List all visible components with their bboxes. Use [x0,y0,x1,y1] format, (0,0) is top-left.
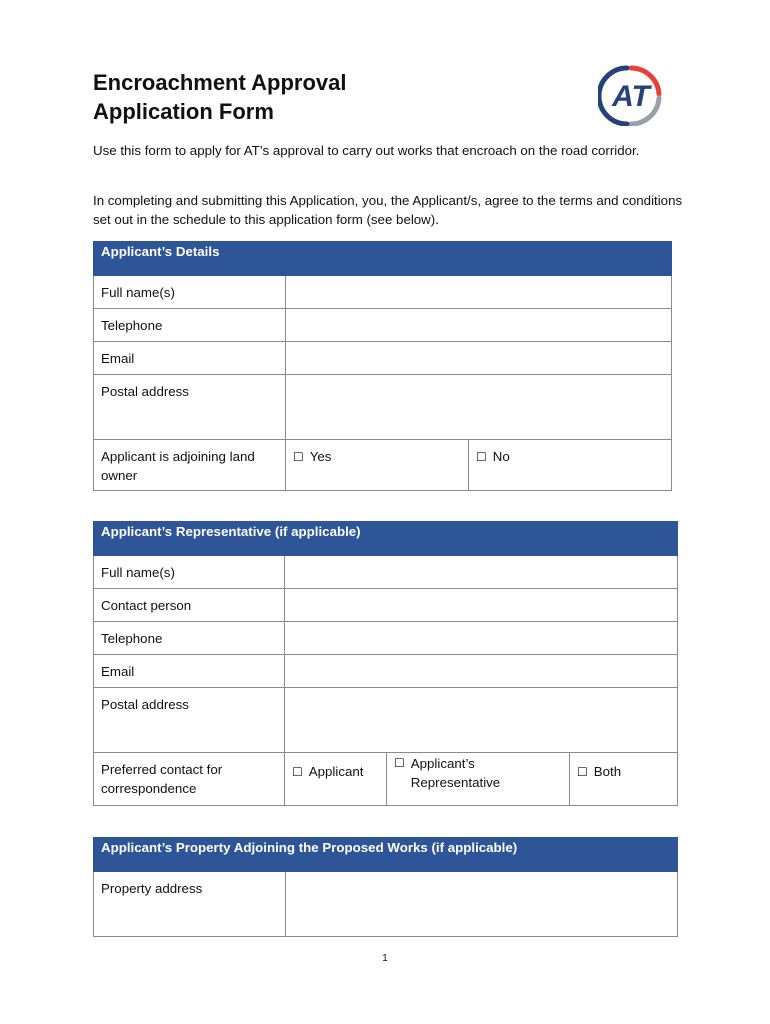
option-yes-label: Yes [309,449,332,464]
applicant-telephone-label: Telephone [94,309,286,342]
rep-full-name-field[interactable] [285,556,678,589]
representative-heading: Applicant’s Representative (if applicable) [94,522,678,556]
page-title-line-1: Encroachment Approval [93,70,347,95]
checkbox-icon[interactable]: ☐ [476,450,487,464]
logo-text: AT [612,80,650,113]
preferred-contact-representative-option[interactable] [387,753,570,806]
page-number: 1 [382,953,388,964]
page-title-line-2: Application Form [93,99,274,124]
applicant-details-table [93,241,672,491]
adjoining-owner-yes-option[interactable] [286,440,469,491]
adjoining-owner-no-option[interactable] [469,440,672,491]
adjoining-owner-label: Applicant is adjoining land owner [94,440,286,491]
rep-contact-person-field[interactable] [285,589,678,622]
property-table [93,837,678,937]
intro-paragraph-2: In completing and submitting this Application, you, the Applicant/s, agree to the terms and conditions set out in the schedule to this application form (see below). [93,193,683,227]
rep-postal-address-field[interactable] [285,688,678,753]
option-no-label: No [492,449,510,464]
rep-email-field[interactable] [285,655,678,688]
option-applicant-label: Applicant [308,764,364,779]
rep-postal-address-label: Postal address [94,688,285,753]
page-title [93,68,513,126]
option-representative-label: Applicant’s Representative [410,756,501,790]
applicant-telephone-field[interactable] [286,309,672,342]
applicant-email-label: Email [94,342,286,375]
checkbox-icon[interactable]: ☐ [293,450,304,464]
applicant-postal-address-field[interactable] [286,375,672,440]
at-logo-icon [598,64,664,126]
property-address-field[interactable] [286,872,678,937]
preferred-contact-both-option[interactable] [570,753,678,806]
preferred-contact-label: Preferred contact for correspondence [94,753,285,806]
option-both-label: Both [593,764,622,779]
rep-telephone-field[interactable] [285,622,678,655]
checkbox-icon[interactable]: ☐ [394,756,405,770]
representative-table [93,521,678,806]
applicant-postal-address-label: Postal address [94,375,286,440]
intro-paragraph-1: Use this form to apply for AT’s approval to carry out works that encroach on the road corridor. [93,143,640,158]
rep-contact-person-label: Contact person [94,589,285,622]
applicant-email-field[interactable] [286,342,672,375]
checkbox-icon[interactable]: ☐ [292,765,303,779]
applicant-details-heading: Applicant’s Details [94,242,672,276]
applicant-full-name-label: Full name(s) [94,276,286,309]
rep-full-name-label: Full name(s) [94,556,285,589]
intro-text [93,141,683,160]
property-heading: Applicant’s Property Adjoining the Proposed Works (if applicable) [94,838,678,872]
checkbox-icon[interactable]: ☐ [577,765,588,779]
rep-email-label: Email [94,655,285,688]
intro-text-2 [93,191,683,229]
property-address-label: Property address [94,872,286,937]
rep-telephone-label: Telephone [94,622,285,655]
applicant-full-name-field[interactable] [286,276,672,309]
preferred-contact-applicant-option[interactable] [285,753,387,806]
